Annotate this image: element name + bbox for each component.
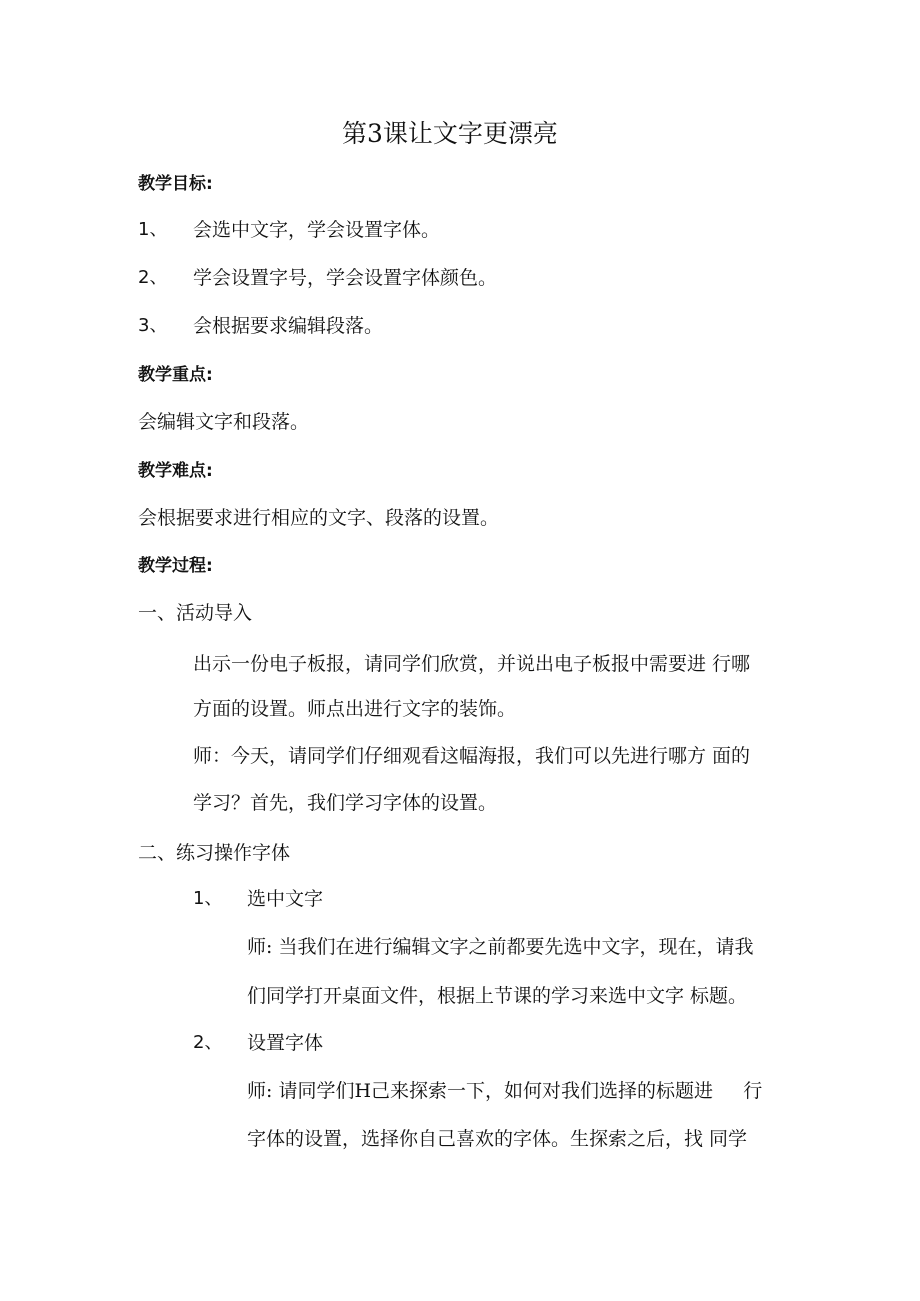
section1-line: 学习？首先，我们学习字体的设置。 <box>193 792 498 814</box>
section1-title: 一、活动导入 <box>138 602 253 624</box>
difficulty-text: 会根据要求进行相应的文字、段落的设置。 <box>138 507 500 529</box>
page-title: 第3课让文字更漂亮 <box>342 119 558 148</box>
key-point-text: 会编辑文字和段落。 <box>138 411 310 433</box>
sub1-title: 选中文字 <box>247 888 324 910</box>
sub2-line: 师: 请同学们H己来探索一下，如何对我们选择的标题进 行 <box>247 1080 763 1102</box>
objectives-heading: 教学目标: <box>138 174 213 194</box>
objective-1-number: 1、 <box>138 219 168 240</box>
sub1-line: 师: 当我们在进行编辑文字之前都要先选中文字，现在，请我 <box>247 936 754 958</box>
objective-1-text: 会选中文字，学会设置字体。 <box>193 219 441 241</box>
sub2-line: 字体的设置，选择你自己喜欢的字体。生探索之后，找 同学 <box>247 1128 748 1150</box>
objective-3-number: 3、 <box>138 315 168 336</box>
section1-line: 出示一份电子板报，请同学们欣赏，并说出电子板报中需要进 行哪 <box>193 653 751 675</box>
section1-line: 方面的设置。师点出进行文字的装饰。 <box>193 698 517 720</box>
sub1-line: 们同学打开桌面文件，根据上节课的学习来选中文字 标题。 <box>247 985 748 1007</box>
section2-title: 二、练习操作字体 <box>138 842 291 864</box>
sub2-title: 设置字体 <box>247 1032 324 1054</box>
process-heading: 教学过程: <box>138 556 213 576</box>
objective-2-number: 2、 <box>138 267 168 288</box>
section1-line: 师：今天，请同学们仔细观看这幅海报，我们可以先进行哪方 面的 <box>193 745 751 767</box>
key-point-heading: 教学重点: <box>138 365 213 385</box>
difficulty-heading: 教学难点: <box>138 461 213 481</box>
sub1-number: 1、 <box>193 888 223 909</box>
objective-2-text: 学会设置字号，学会设置字体颜色。 <box>193 267 498 289</box>
objective-3-text: 会根据要求编辑段落。 <box>193 315 384 337</box>
sub2-number: 2、 <box>193 1032 223 1053</box>
